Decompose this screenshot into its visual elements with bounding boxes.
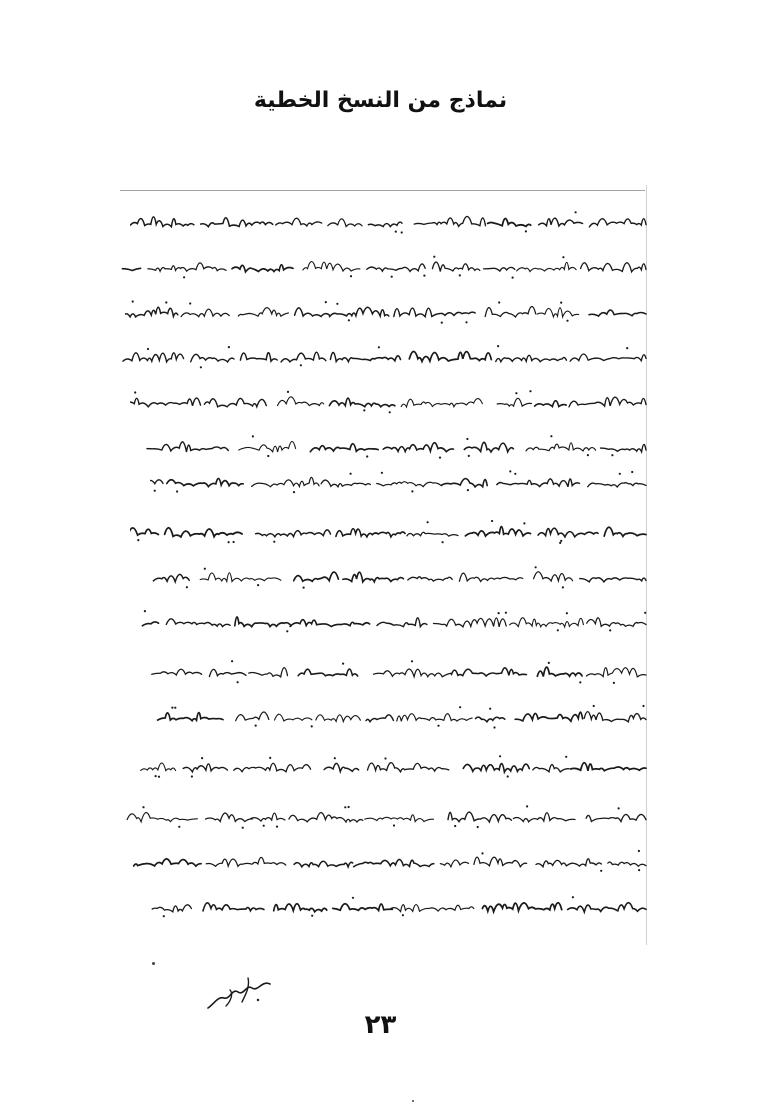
manuscript-line	[125, 295, 650, 325]
manuscript-line	[120, 340, 650, 370]
manuscript-line	[130, 385, 650, 415]
manuscript-line	[140, 605, 650, 635]
manuscript-line	[145, 700, 650, 730]
manuscript-line	[130, 845, 650, 875]
manuscript-line	[130, 205, 650, 235]
manuscript-line	[140, 750, 650, 780]
handwritten-signature-icon	[200, 970, 280, 1015]
page-number: ٢٣	[364, 1010, 397, 1040]
manuscript-line	[135, 430, 650, 460]
manuscript-line	[120, 250, 650, 280]
manuscript-line	[150, 655, 650, 685]
scan-speck	[152, 962, 155, 965]
scan-speck	[412, 1100, 414, 1102]
page-title: نماذج من النسخ الخطية	[253, 88, 508, 113]
manuscript-line	[150, 465, 650, 495]
manuscript-line	[150, 890, 650, 920]
manuscript-line	[140, 560, 650, 590]
manuscript-line	[125, 800, 650, 830]
manuscript-sheet-top-edge	[120, 190, 645, 191]
manuscript-line	[130, 515, 650, 545]
manuscript-handwriting	[120, 195, 650, 935]
